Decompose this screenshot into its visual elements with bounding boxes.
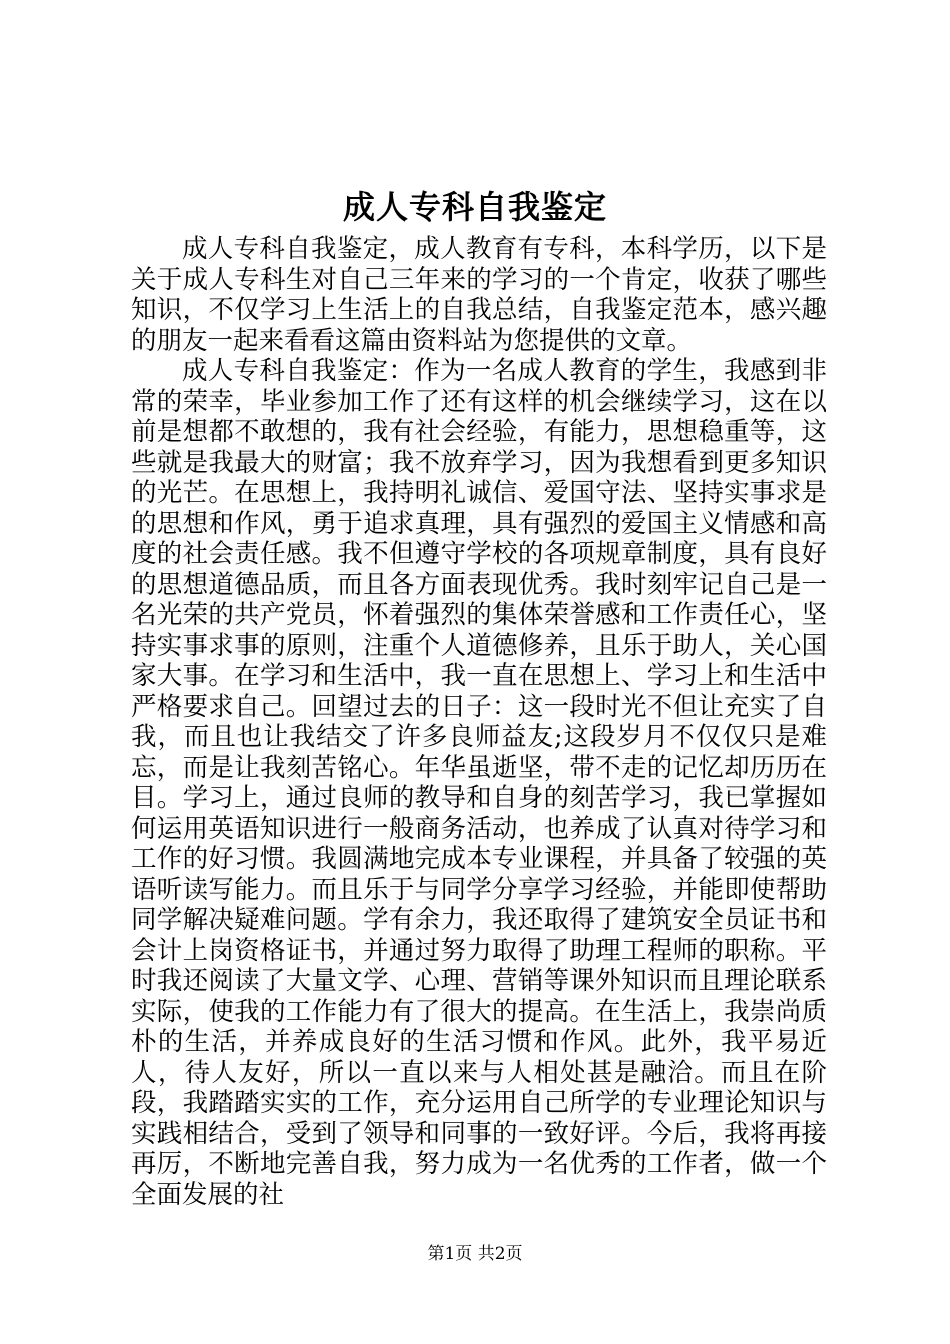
- paragraph-intro: 成人专科自我鉴定，成人教育有专科，本科学历，以下是关于成人专科生对自己三年来的学习的一个肯定，收获了哪些知识，不仅学习上生活上的自我总结，自我鉴定范本，感兴趣的朋友一起来看看这篇由资料站为您提供的文章。: [131, 234, 827, 356]
- page-number-footer: 第1页 共2页: [427, 1244, 523, 1264]
- paragraph-main: 成人专科自我鉴定：作为一名成人教育的学生，我感到非常的荣幸，毕业参加工作了还有这样的机会继续学习，这在以前是想都不敢想的，我有社会经验，有能力，思想稳重等，这些就是我最大的财富；我不放弃学习，因为我想看到更多知识的光芒。在思想上，我持明礼诚信、爱国守法、坚持实事求是的思想和作风，勇于追求真理，具有强烈的爱国主义情感和高度的社会责任感。我不但遵守学校的各项规章制度，具有良好的思想道德品质，而且各方面表现优秀。我时刻牢记自己是一名光荣的共产党员，怀着强烈的集体荣誉感和工作责任心，坚持实事求事的原则，注重个人道德修养，且乐于助人，关心国家大事。在学习和生活中，我一直在思想上、学习上和生活中严格要求自己。回望过去的日子：这一段时光不但让充实了自我，而且也让我结交了许多良师益友;这段岁月不仅仅只是难忘，而是让我刻苦铭心。年华虽逝坚，带不走的记忆却历历在目。学习上，通过良师的教导和自身的刻苦学习，我已掌握如何运用英语知识进行一般商务活动，也养成了认真对待学习和工作的好习惯。我圆满地完成本专业课程，并具备了较强的英语听读写能力。而且乐于与同学分享学习经验，并能即使帮助同学解决疑难问题。学有余力，我还取得了建筑安全员证书和会计上岗资格证书，并通过努力取得了助理工程师的职称。平时我还阅读了大量文学、心理、营销等课外知识而且理论联系实际，使我的工作能力有了很大的提高。在生活上，我崇尚质朴的生活，并养成良好的生活习惯和作风。此外，我平易近人，待人友好，所以一直以来与人相处甚是融洽。而且在阶段，我踏踏实实的工作，充分运用自己所学的专业理论知识与实践相结合，受到了领导和同事的一致好评。今后，我将再接再厉，不断地完善自我，努力成为一名优秀的工作者，做一个全面发展的社: [131, 356, 827, 1210]
- document-title: 成人专科自我鉴定: [342, 188, 607, 226]
- document-body: [131, 234, 827, 1210]
